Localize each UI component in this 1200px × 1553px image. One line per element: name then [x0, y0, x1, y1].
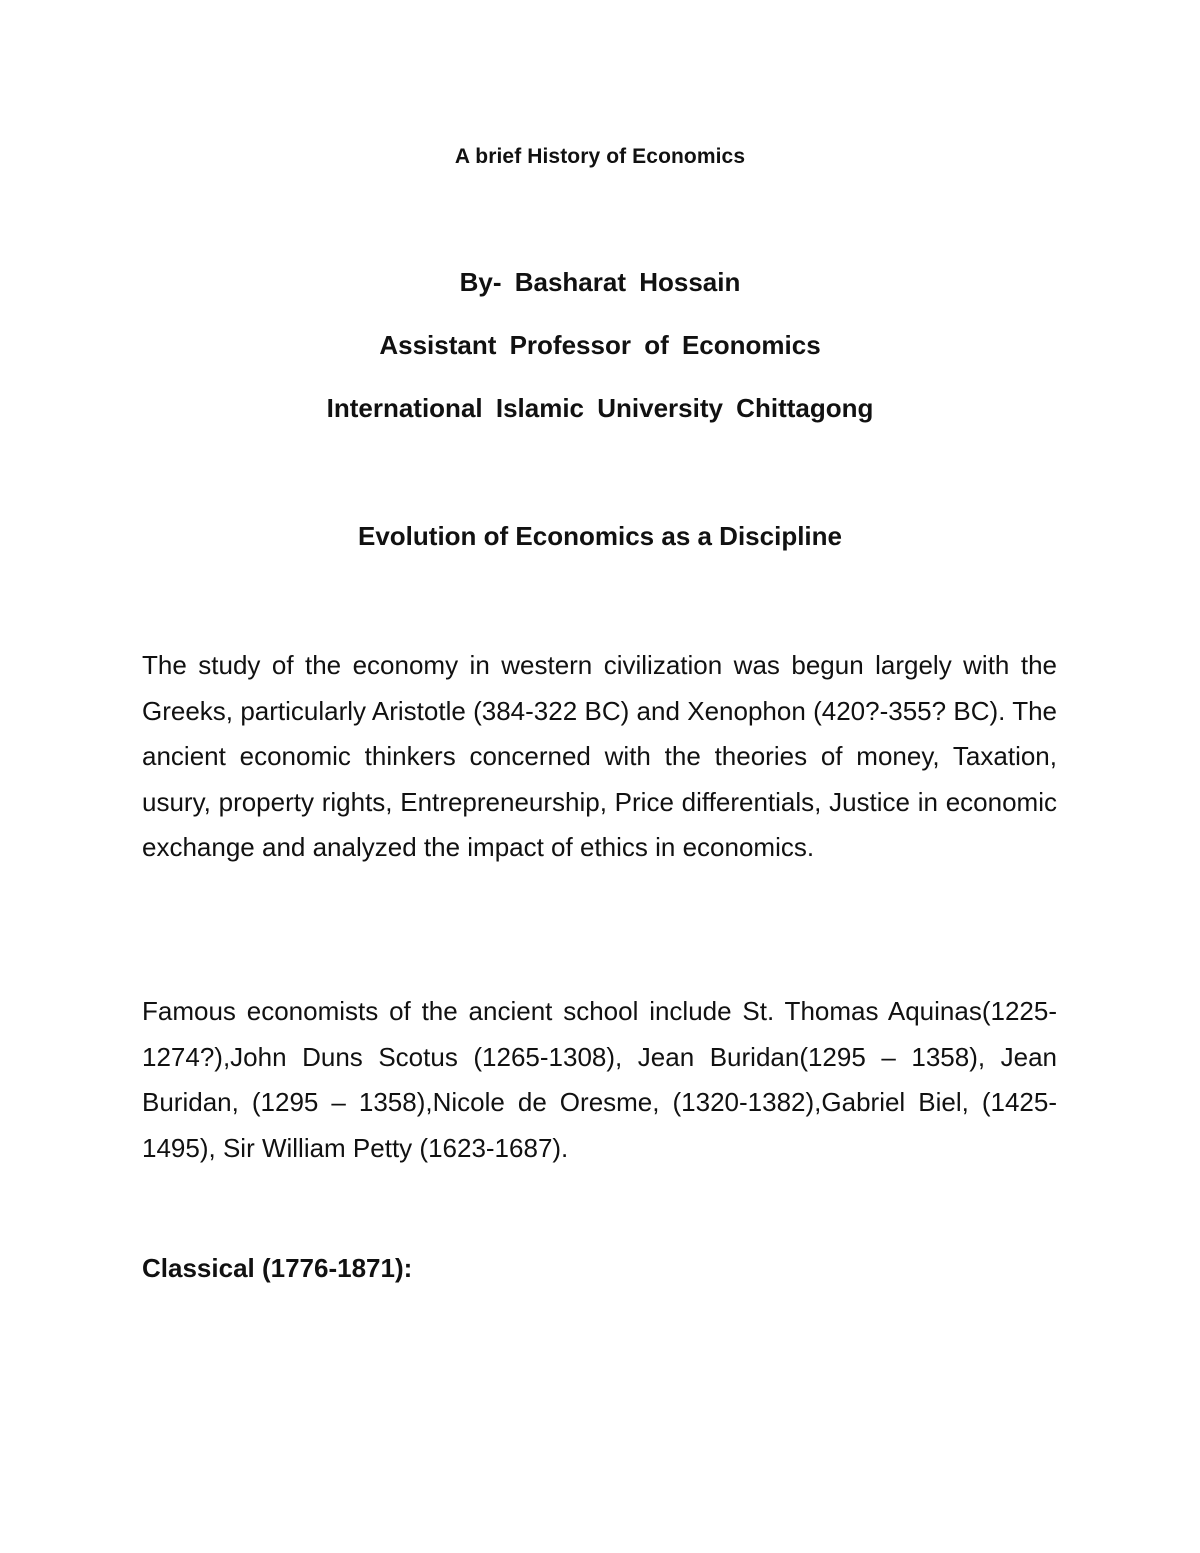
- document-title: A brief History of Economics: [454, 145, 746, 168]
- author-byline: By- Basharat Hossain: [459, 267, 741, 297]
- author-position: Assistant Professor of Economics: [379, 330, 821, 360]
- section-heading: Evolution of Economics as a Discipline: [358, 521, 842, 551]
- author-block: [0, 266, 1200, 455]
- paragraph-greek-origins: The study of the economy in western civilization was begun largely with the Greeks, particularly Aristotle (384-322 BC) and Xenophon (420?-355? BC). The ancient economic thinkers concerned with the theories of money, Taxation, usury, property rights, Entrepreneurship, Price differentials, Justice in economic exchange and analyzed the impact of ethics in economics.: [142, 650, 1057, 863]
- paragraph-ancient-economists: Famous economists of the ancient school include St. Thomas Aquinas(1225-1274?),John Duns Scotus (1265-1308), Jean Buridan(1295 – 1358), Jean Buridan, (1295 – 1358),Nicole de Oresme, (1320-1382),Gabriel Biel, (1425-1495), Sir William Petty (1623-1687).: [142, 996, 1057, 1163]
- author-institution: International Islamic University Chittagong: [326, 393, 874, 423]
- subsection-heading: Classical (1776-1871):: [142, 1253, 413, 1283]
